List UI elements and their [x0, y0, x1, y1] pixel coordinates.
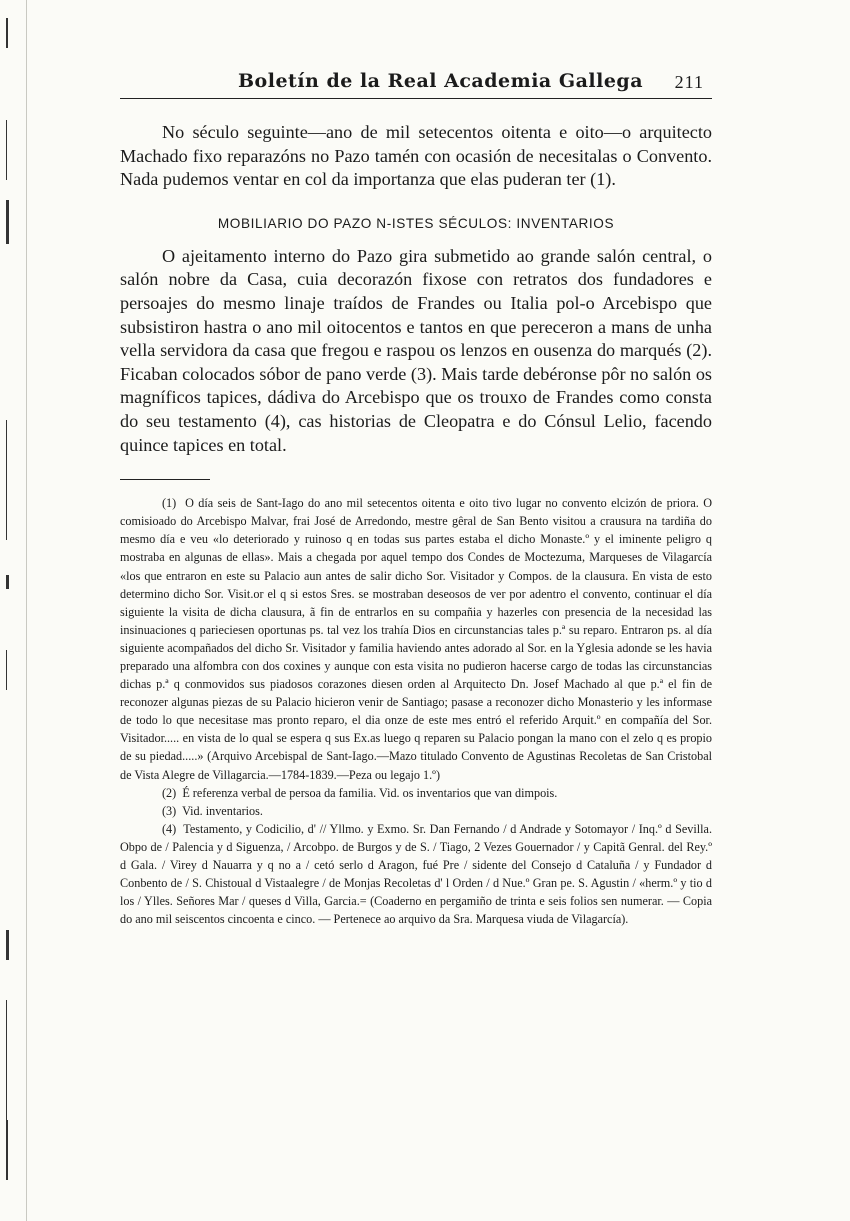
- footnote-text: Testamento, y Codicilio, d' // Yllmo. y Exmo. Sr. Dan Fernando / d Andrade y Sotomayor / Inq.º d Sevilla. Obpo de / Palencia y d Siguenza, / Arcobpo. de Burgos y de S. / Tiago, 2 Vezes Gouernador / y Capitã Genral. del Rey.º d Gala. / Virey d Nauarra y q no a / cetó serlo d Aragon, fué Pre / sidente del Consejo d Cataluña / y Fundador d Conbento de / S. Chistoual d Vistaalegre / de Monjas Recoletas d' l Orden / d Nue.º Gran pe. S. Agustin / «herm.º y tio d los / Ylles. Señores Mar / queses d Villa, Garcia.= (Coaderno en pergamiño de trinta e seis folios sen numerar. — Copia do ano mil seiscentos cincoenta e cinco. — Pertenece ao arquivo da Sra. Marquesa viuda de Vilagarcía).: [120, 821, 713, 927]
- footnote: [120, 784, 712, 802]
- binding-mark: [6, 120, 7, 180]
- footnotes: [120, 494, 712, 928]
- footnote-number: (1): [162, 496, 177, 511]
- binding-mark: [6, 18, 8, 48]
- footnote-separator: [120, 479, 210, 480]
- paragraph: No século seguinte—ano de mil setecentos oitenta e oito—o arquitecto Machado fixo reparazóns no Pazo tamén con ocasión de necesitalas o Convento. Nada pudemos ventar en col da importanza que elas puderan ter (1).: [120, 122, 712, 190]
- running-title: Boletín de la Real Academia Gallega: [238, 70, 644, 92]
- footnote-number: (3): [162, 803, 177, 818]
- binding-mark: [6, 420, 7, 540]
- footnote-text: Vid. inventarios.: [182, 803, 263, 818]
- document-page: [120, 68, 712, 928]
- footnote-text: O día seis de Sant-Iago do ano mil setecentos oitenta e oito tivo lugar no convento elcizón de priora. O comisioado do Arcebispo Malvar, frai José de Arredondo, mestre gêral de San Bento visitou a crausura na tardiña do mesmo día e veu «lo deteriorado y ruinoso q en todas sus partes estaba el dicho Monaste.º y el iminente peligro q mostraba en algunas de ellas». Mais a chegada por aquel tempo dos Condes de Moctezuma, Marqueses de Vilagarcía «los que entraron en este su Palacio aun antes de salir dicho Sor. Visitador y Compos. de la clausura. En vista de esto determino dicho Sor. Visit.or el q si estos Sres. se mostraban deseosos de ver por adentro el convento, continuar el día siguiente la visita de dicha clausura, ã fin de entrarlos en su compañia y hazerles con presencia de la necesidad las insinuaciones q parieciesen oportunas ps. tal vez los trahía Dios en circunstancias tales p.ª su reparo. Entraron ps. al día siguiente acompañados del dicho Sr. Visitador y familia haviendo antes adorado al Sor. en la Yglesia adonde se les havia preparado una alfombra con dos coxines y aunque con esta visita no pudieron hacerse cargo de todas las circunstancias dichas p.ª q conmovidos sus piadosos corazones diesen orden al Arquitecto Dn. Josef Machado al que p.ª el fin de reconozer algunas piezas de su Palacio hicieron venir de Santiago; pasase a reconozer dicho Monasterio y les informase de todo lo que necesitase mas pronto reparo, el dia onze de este mes entró el referido Arquit.º en compañía del Sor. Visitador..... en vista de lo qual se espera q sus Ex.as luego q reparen su Palacio pongan la mano con el zelo q es propio de su piedad.....» (Arquivo Arcebispal de Sant-Iago.—Mazo titulado Convento de Agustinas Recoletas de San Cristobal de Vista Alegre de Villagarcia.—1784-1839.—Peza ou legajo 1.º): [120, 496, 713, 782]
- running-header: [120, 68, 712, 99]
- binding-mark: [6, 650, 7, 690]
- binding-mark: [6, 930, 9, 960]
- footnote-number: (2): [162, 785, 177, 800]
- page-binding-edge: [0, 0, 27, 1221]
- binding-mark: [6, 1120, 8, 1180]
- footnote-number: (4): [162, 821, 177, 836]
- binding-mark: [6, 200, 9, 244]
- binding-mark: [6, 575, 9, 589]
- footnote: [120, 494, 712, 784]
- footnote: [120, 802, 712, 820]
- paragraph: O ajeitamento interno do Pazo gira submetido ao grande salón central, o salón nobre da Casa, cuia decorazón fixose con retratos dos fundadores e persoajes do mesmo linaje traídos de Frandes ou Italia pol-o Arcebispo que subsistiron hastra o ano mil oitocentos e tantos en que pereceron a mans de unha vella servidora da casa que fregou e raspou os lenzos en ousenza do marqués (2). Ficaban colocados sóbor de pano verde (3). Mais tarde debéronse pôr no salón os magníficos tapices, dádiva do Arcebispo que os trouxo de Frandes como consta do seu testamento (4), cas historias de Cleopatra e do Cónsul Lelio, facendo quince tapices en total.: [120, 245, 712, 455]
- footnote-text: É referenza verbal de persoa da familia. Vid. os inventarios que van dimpois.: [182, 785, 558, 800]
- page-number: 211: [674, 72, 704, 92]
- footnote: [120, 820, 712, 929]
- section-heading: MOBILIARIO DO PAZO N-ISTES SÉCULOS: INVENTARIOS: [217, 215, 615, 231]
- binding-mark: [6, 1000, 7, 1120]
